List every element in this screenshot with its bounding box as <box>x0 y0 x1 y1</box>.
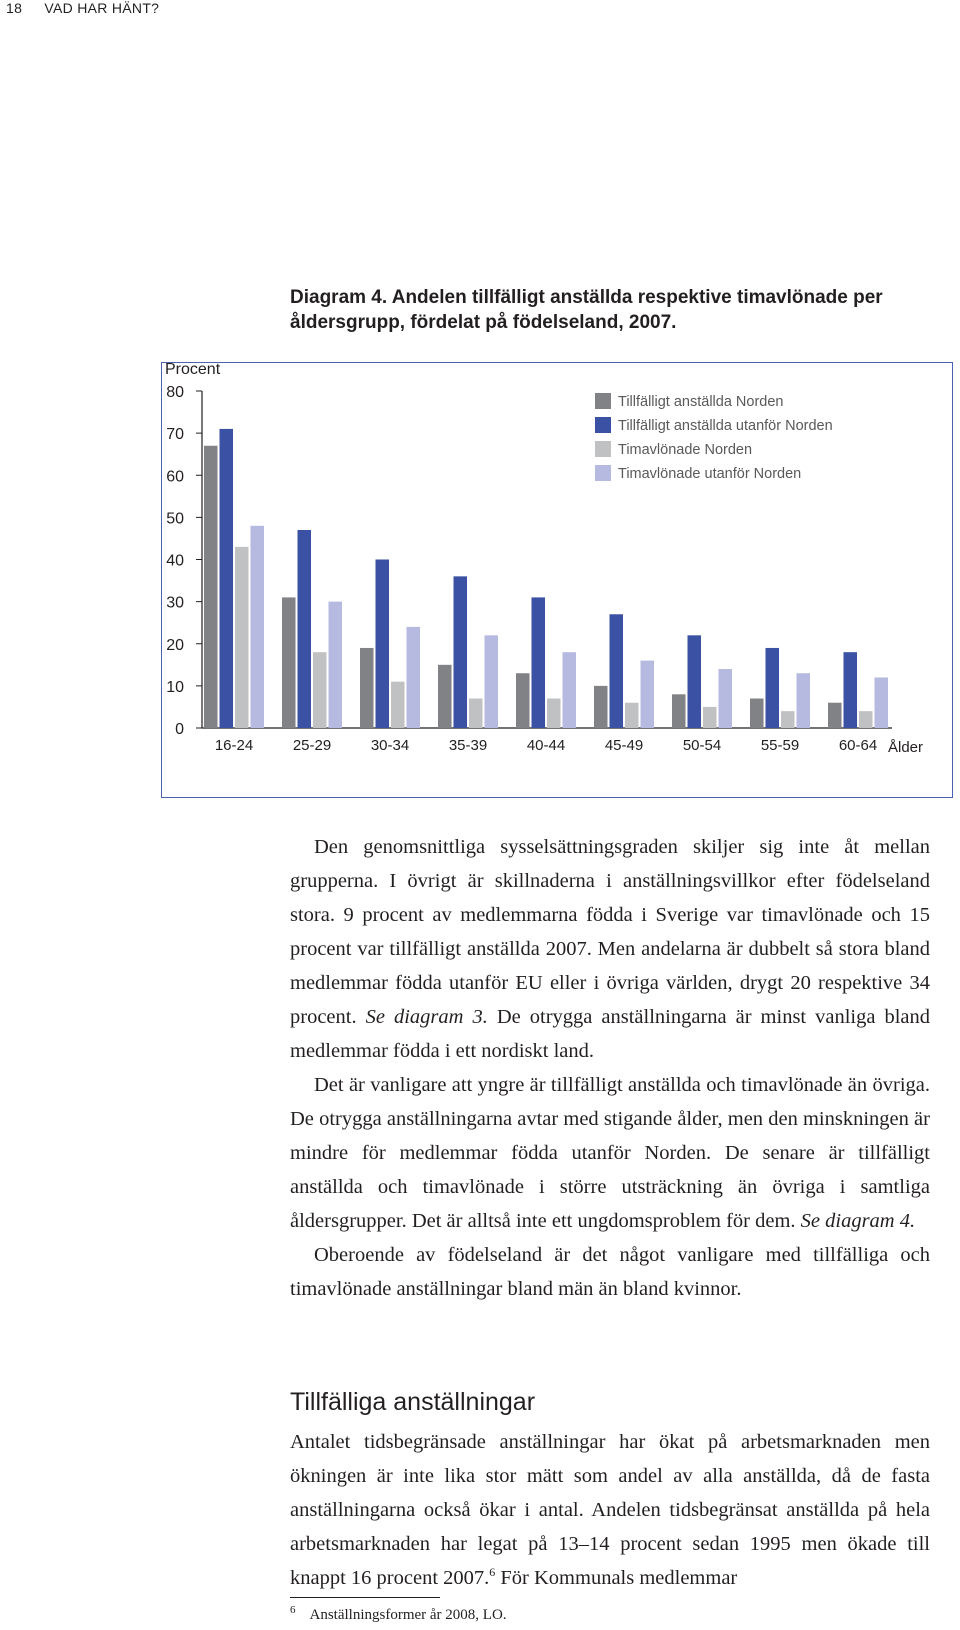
legend-label: Timavlönade Norden <box>618 442 753 458</box>
x-axis-label: Ålder <box>888 739 924 756</box>
footnote-number: 6 <box>290 1604 296 1616</box>
bar <box>672 694 686 728</box>
x-tick-label: 35-39 <box>448 737 488 754</box>
bar <box>235 547 249 728</box>
section-paragraph: Antalet tidsbegränsade anställningar har ökat på arbetsmarknaden men ökningen är inte lika stor mätt som andel av alla anställda, då de fasta anställningarna också ökar i antal. Andelen tidsbegränsat anställda på hela arbetsmarknaden har legat på 13–14 procent sedan 1995 men ökade till knappt 16 procent 2007.$^6$ För Kommunals medlemmar <box>290 1431 930 1589</box>
x-tick-label: 30-34 <box>370 737 410 754</box>
bar <box>797 673 811 728</box>
bar <box>204 446 218 728</box>
bar <box>516 673 530 728</box>
y-tick-label: 60 <box>166 468 184 486</box>
bar <box>313 652 327 728</box>
bar <box>625 703 639 728</box>
bar <box>610 614 624 728</box>
paragraph-2: Det är vanligare att yngre är tillfälligt anställda och timavlönade än övriga. De otrygga anställningarna avtar med stigande ålder, men den minskningen är mindre för medlemmar födda utanför Norden. De senare är tillfälligt anställda och timavlönade i större utsträckning än övriga i samtliga åldersgrupper. Det är alltså inte ett ungdomsproblem för dem. Se diagram 4. <box>290 1074 930 1232</box>
y-tick-label: 50 <box>166 510 184 528</box>
bar <box>532 597 546 728</box>
bar <box>766 648 780 728</box>
bar <box>828 703 842 728</box>
bar <box>438 665 452 728</box>
bar <box>360 648 374 728</box>
y-tick-label: 70 <box>166 426 184 444</box>
bar <box>844 652 858 728</box>
bar <box>454 576 468 728</box>
bar <box>563 652 577 728</box>
y-tick-label: 0 <box>175 721 184 738</box>
paragraph-1: Den genomsnittliga sysselsättningsgraden skiljer sig inte åt mellan grupperna. I övrigt är skillnaderna i anställningsvillkor efter födelseland stora. 9 procent av medlemmarna födda i Sverige var timavlönade och 15 procent var tillfälligt anställda 2007. Men andelarna är dubbelt så stora bland medlemmar födda utanför EU eller i övriga världen, drygt 20 respektive 34 procent. Se diagram 3. De otrygga anställningarna är minst vanliga bland medlemmar födda i ett nordiskt land. <box>290 836 931 1062</box>
bar <box>376 560 390 729</box>
legend-swatch <box>595 393 611 409</box>
bar <box>703 707 717 728</box>
legend-swatch <box>595 465 611 481</box>
bar <box>750 699 764 728</box>
bar <box>641 661 655 728</box>
bar <box>547 699 561 728</box>
bar <box>594 686 608 728</box>
y-tick-label: 30 <box>166 594 184 612</box>
bar <box>485 635 499 728</box>
bar <box>859 711 873 728</box>
x-tick-label: 60-64 <box>838 737 878 754</box>
y-tick-label: 20 <box>166 636 184 654</box>
bar <box>688 635 702 728</box>
legend-label: Tillfälligt anställda Norden <box>618 394 784 410</box>
bar <box>251 526 265 728</box>
x-tick-label: 40-44 <box>526 737 566 754</box>
bar <box>875 677 889 728</box>
legend-swatch <box>595 441 611 457</box>
y-tick-label: 10 <box>166 678 184 696</box>
bar <box>329 602 343 728</box>
bar <box>719 669 733 728</box>
legend-swatch <box>595 417 611 433</box>
y-tick-label: 80 <box>166 384 184 401</box>
bar <box>469 699 483 728</box>
footnote-reference: 6 <box>489 1565 496 1580</box>
bar <box>298 530 312 728</box>
legend-label: Tillfälligt anställda utanför Norden <box>618 418 833 434</box>
running-title: VAD HAR HÄNT? <box>44 0 160 16</box>
diagram-reference: Se diagram 3. <box>365 1006 488 1028</box>
x-tick-label: 25-29 <box>292 737 332 754</box>
bar <box>407 627 421 728</box>
section-heading: Tillfälliga anställningar <box>290 1388 536 1416</box>
page-number: 18 <box>6 0 23 16</box>
bar-chart <box>162 363 954 799</box>
x-tick-label: 16-24 <box>214 737 254 754</box>
bar <box>391 682 405 728</box>
footnote <box>290 1604 507 1624</box>
x-tick-label: 45-49 <box>604 737 644 754</box>
paragraph-3: Oberoende av födelseland är det något vanligare med tillfälliga och timavlönade anställningar bland män än bland kvinnor. <box>290 1244 930 1300</box>
chart-frame <box>161 362 953 798</box>
y-tick-label: 40 <box>166 552 184 570</box>
y-axis-label: Procent <box>165 363 221 378</box>
x-tick-label: 55-59 <box>760 737 800 754</box>
diagram-reference: Se diagram 4. <box>800 1210 916 1232</box>
x-tick-label: 50-54 <box>682 737 722 754</box>
legend-label: Timavlönade utanför Norden <box>618 466 802 482</box>
figure-caption: Diagram 4. Andelen tillfälligt anställda respektive timavlönade per åldersgrupp, fördelat på födelseland, 2007. <box>290 287 883 333</box>
bar <box>220 429 234 728</box>
bar <box>781 711 795 728</box>
footnote-divider <box>290 1597 440 1598</box>
footnote-text: Anställningsformer år 2008, LO. <box>309 1607 507 1623</box>
running-header <box>6 0 159 16</box>
bar <box>282 597 296 728</box>
body-text <box>290 830 930 1306</box>
